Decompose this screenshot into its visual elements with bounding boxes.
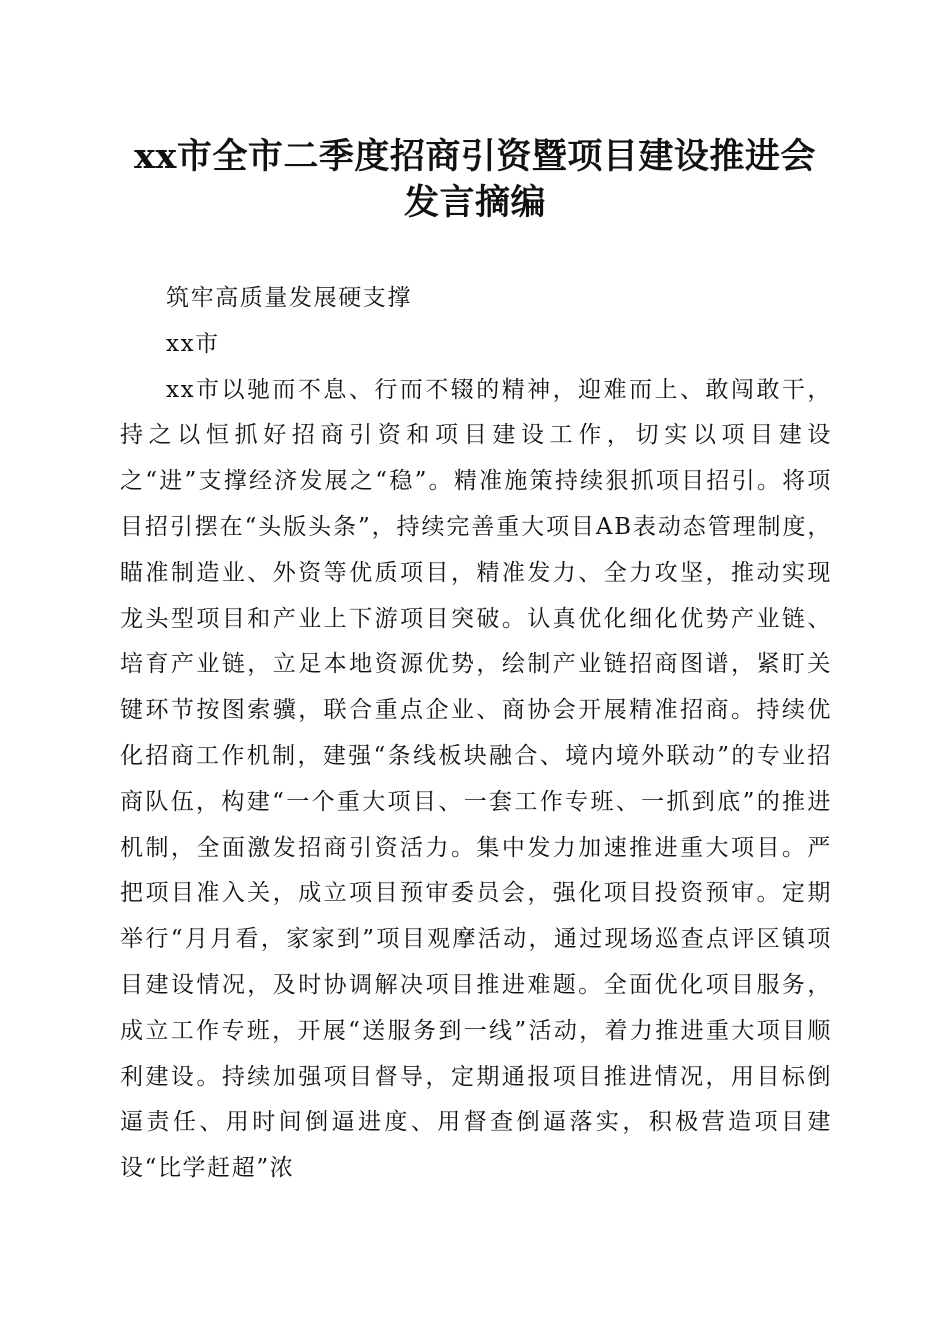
title-line-1: xx市全市二季度招商引资暨项目建设推进会: [134, 136, 816, 177]
section-subtitle: 筑牢高质量发展硬支撑: [166, 285, 412, 311]
document-title: [100, 134, 850, 226]
document-body: [120, 276, 832, 1192]
title-line-2: 发言摘编: [403, 182, 546, 223]
body-paragraph: xx市以驰而不息、行而不辍的精神，迎难而上、敢闯敢干，持之以恒抓好招商引资和项目建设工作，切实以项目建设之“进”支撑经济发展之“稳”。精准施策持续狠抓项目招引。将项目招引摆在“头版头条”，持续完善重大项目AB表动态管理制度，瞄准制造业、外资等优质项目，精准发力、全力攻坚，推动实现龙头型项目和产业上下游项目突破。认真优化细化优势产业链、培育产业链，立足本地资源优势，绘制产业链招商图谱，紧盯关键环节按图索骥，联合重点企业、商协会开展精准招商。持续优化招商工作机制，建强“条线板块融合、境内境外联动”的专业招商队伍，构建“一个重大项目、一套工作专班、一抓到底”的推进机制，全面激发招商引资活力。集中发力加速推进重大项目。严把项目准入关，成立项目预审委员会，强化项目投资预审。定期举行“月月看，家家到”项目观摩活动，通过现场巡查点评区镇项目建设情况，及时协调解决项目推进难题。全面优化项目服务，成立工作专班，开展“送服务到一线”活动，着力推进重大项目顺利建设。持续加强项目督导，定期通报项目推进情况，用目标倒逼责任、用时间倒逼进度、用督查倒逼落实，积极营造项目建设“比学赶超”浓: [120, 376, 832, 1182]
section-author: xx市: [166, 330, 220, 357]
